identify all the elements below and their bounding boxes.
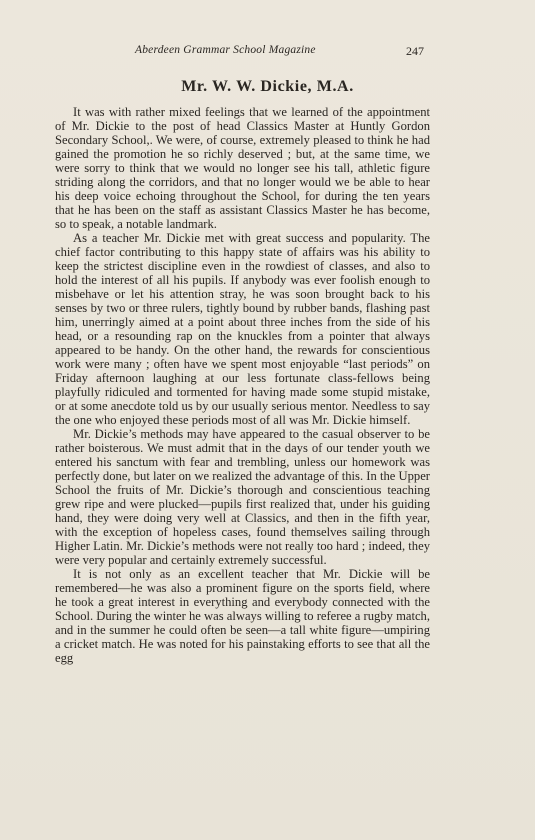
paragraph: Mr. Dickie’s methods may have appeared to the casual observer to be rather boisterous. We must admit that in the days of our tender youth we entered his sanctum with fear and trembling, unless our homework was perfectly done, but later on we realized the advantage of this. In the Upper School the fruits of Mr. Dickie’s thorough and conscientious teaching grew ripe and were plucked—pupils first realized that, under his guiding hand, they were doing very well at Classics, and then in the fifth year, with the exception of hopeless cases, found themselves sailing through Higher Latin. Mr. Dickie’s methods were not really too hard ; indeed, they were very popular and certainly extremely successful. [55,427,430,567]
article-body [55,105,430,665]
paragraph: It was with rather mixed feelings that we learned of the appointment of Mr. Dickie to the post of head Classics Master at Huntly Gordon Secondary School,. We were, of course, extremely pleased to think he had gained the promotion he so richly deserved ; but, at the same time, we were sorry to think that we would no longer see his tall, athletic figure striding along the corridors, and that no longer would we be able to hear his deep voice echoing throughout the School, for during the ten years that he has been on the staff as assistant Classics Master he has become, so to speak, a notable landmark. [55,105,430,231]
running-header: Aberdeen Grammar School Magazine [135,44,316,56]
article-title: Mr. W. W. Dickie, M.A. [181,78,354,95]
paragraph: It is not only as an excellent teacher that Mr. Dickie will be remembered—he was also a prominent figure on the sports field, where he took a great interest in everything and everybody connected with the School. During the winter he was always willing to referee a rugby match, and in the summer he could often be seen—a tall white figure—umpiring a cricket match. He was noted for his painstaking efforts to see that all the egg [55,567,430,665]
page-number: 247 [406,44,424,58]
paragraph: As a teacher Mr. Dickie met with great success and popularity. The chief factor contributing to this happy state of affairs was his ability to keep the strictest discipline even in the rowdiest of classes, and also to hold the interest of all his pupils. If anybody was ever foolish enough to misbehave or let his attention stray, he was soon brought back to his senses by two or three rulers, tightly bound by rubber bands, flashing past him, unerringly aimed at a point about three inches from the side of his head, or a resounding rap on the knuckles from a pointer that always appeared to be handy. On the other hand, the rewards for conscientious work were many ; often have we spent most enjoyable “last periods” on Friday afternoon laughing at our less fortunate class-fellows being playfully ridiculed and tormented for having made some stupid mistake, or at some anecdote told us by our usually serious mentor. Needless to say the one who enjoyed these periods most of all was Mr. Dickie himself. [55,231,430,427]
